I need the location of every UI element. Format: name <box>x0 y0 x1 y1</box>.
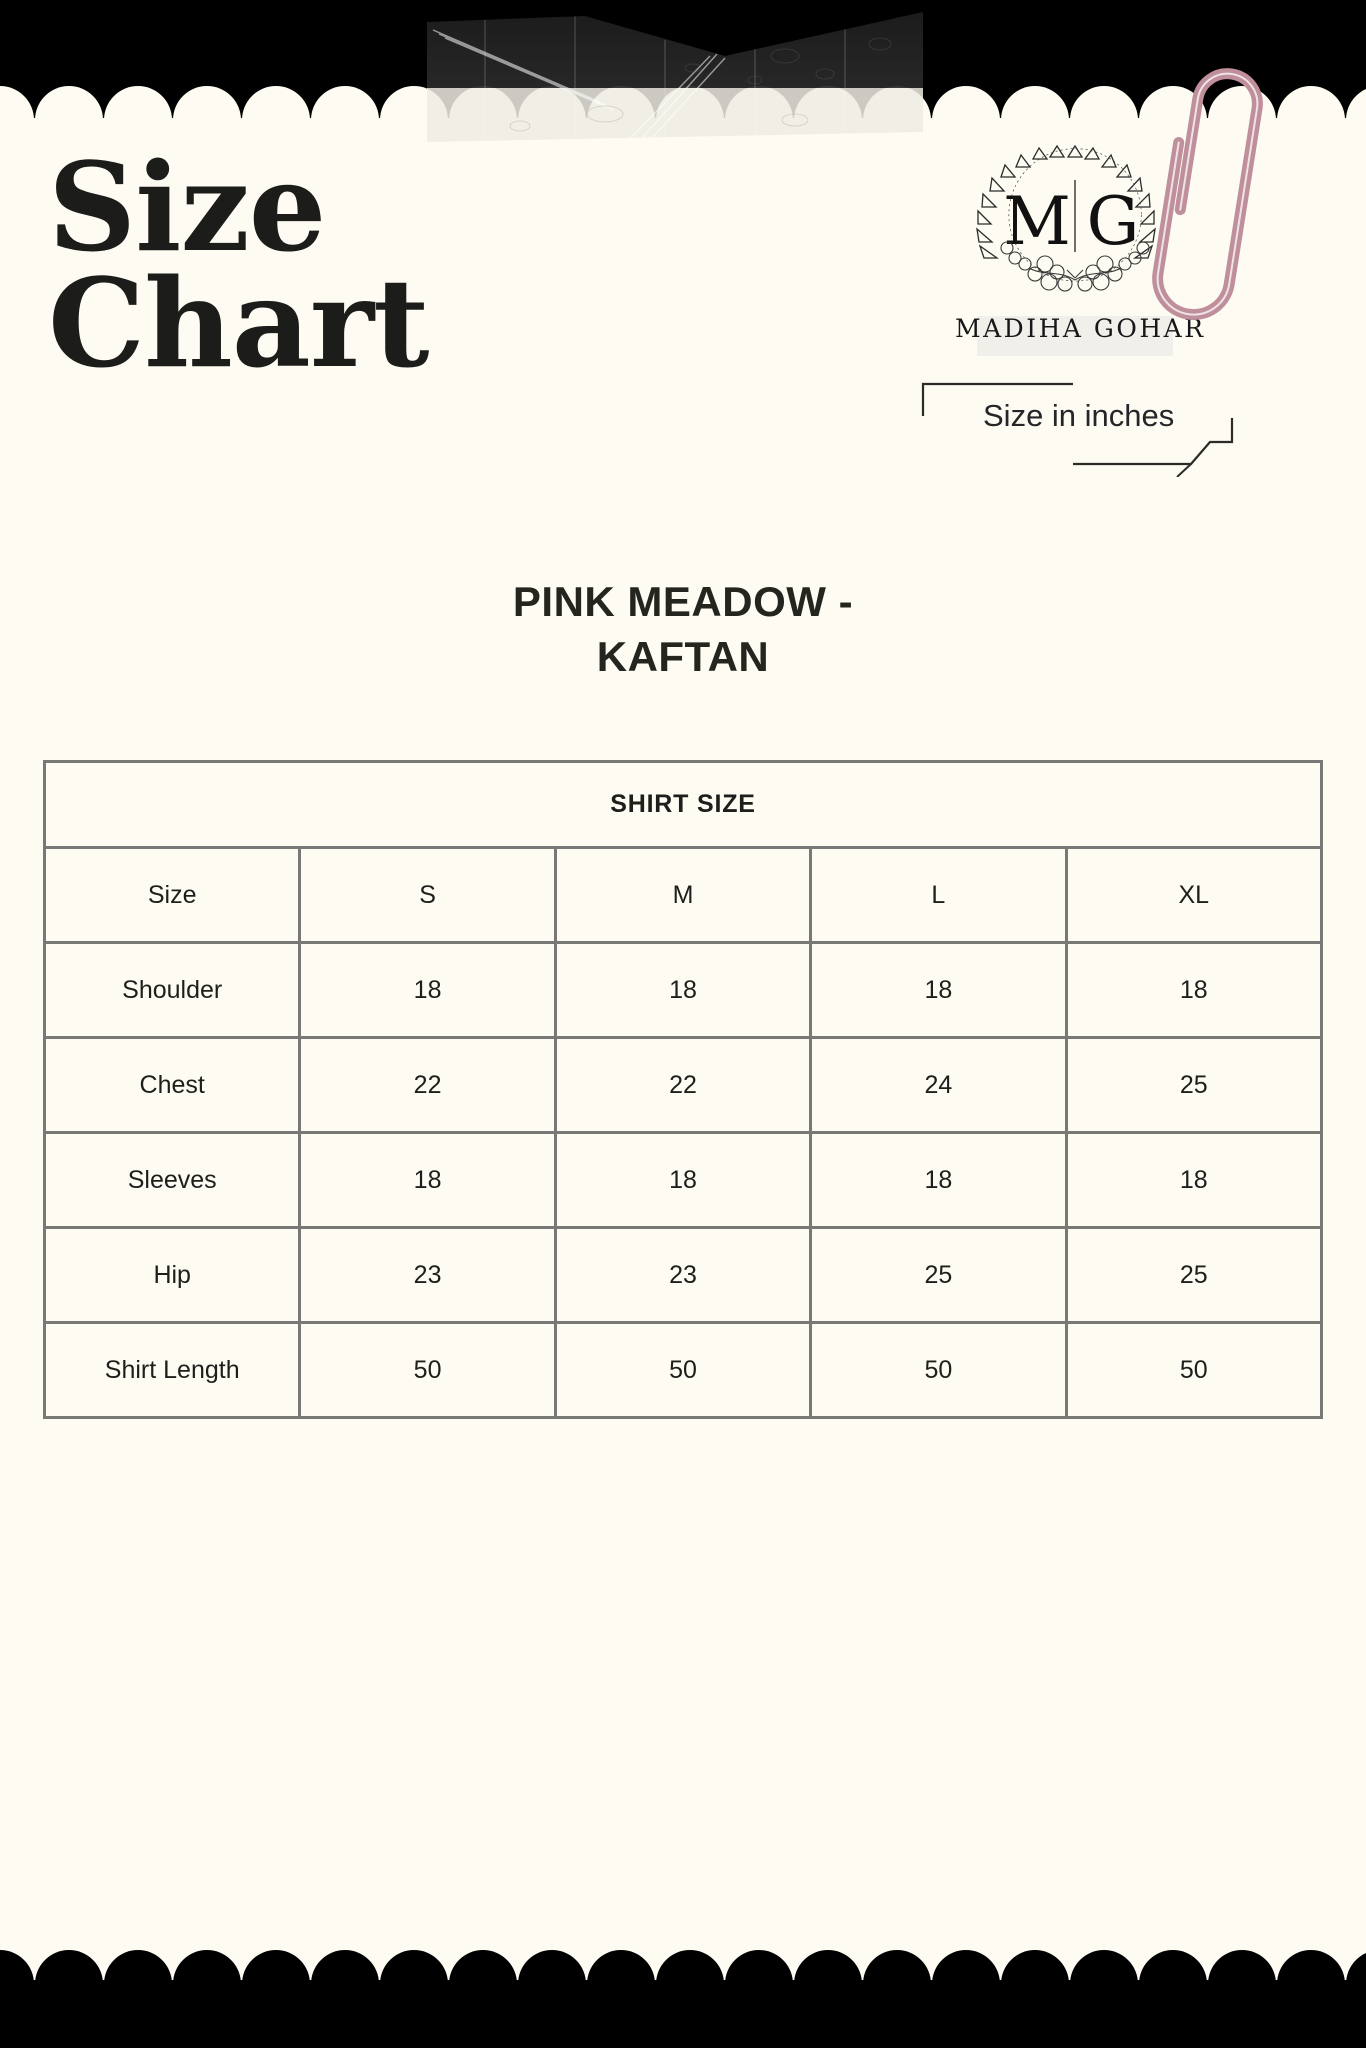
table-row <box>45 1228 1322 1323</box>
page-title-line-2: Chart <box>48 250 429 395</box>
table-section-header: SHIRT SIZE <box>45 762 1322 848</box>
column-header-s: S <box>300 848 555 943</box>
cell-value: 22 <box>555 1038 810 1133</box>
cell-value: 18 <box>1066 1133 1321 1228</box>
cell-value: 18 <box>555 943 810 1038</box>
column-header-size: Size <box>45 848 300 943</box>
monogram-letter-m: M <box>1003 183 1071 260</box>
size-chart-table <box>43 760 1323 1419</box>
cell-value: 50 <box>300 1323 555 1418</box>
table-section-header-row <box>45 762 1322 848</box>
cell-value: 22 <box>300 1038 555 1133</box>
cell-value: 25 <box>1066 1228 1321 1323</box>
row-label: Hip <box>45 1228 300 1323</box>
column-header-xl: XL <box>1066 848 1321 943</box>
column-header-l: L <box>811 848 1066 943</box>
row-label: Shirt Length <box>45 1323 300 1418</box>
row-label: Sleeves <box>45 1133 300 1228</box>
row-label: Shoulder <box>45 943 300 1038</box>
cell-value: 50 <box>811 1323 1066 1418</box>
paperclip-icon <box>1128 18 1308 328</box>
cell-value: 18 <box>555 1133 810 1228</box>
table-column-header-row <box>45 848 1322 943</box>
product-title-line-1: PINK MEADOW - <box>512 578 854 625</box>
page-title-line-1: Size <box>48 135 326 279</box>
page-title <box>48 135 608 395</box>
table-row <box>45 1133 1322 1228</box>
cell-value: 18 <box>1066 943 1321 1038</box>
cell-value: 50 <box>555 1323 810 1418</box>
product-title-line-2: KAFTAN <box>596 632 770 680</box>
scallop-bottom-bumps <box>0 1928 1366 1984</box>
cell-value: 18 <box>300 943 555 1038</box>
unit-note-label: Size in inches <box>983 398 1175 433</box>
cell-value: 25 <box>811 1228 1066 1323</box>
monogram-letter-g: G <box>1086 183 1140 260</box>
cell-value: 18 <box>811 943 1066 1038</box>
cell-value: 24 <box>811 1038 1066 1133</box>
unit-note <box>905 372 1250 477</box>
table-row <box>45 943 1322 1038</box>
brand-name-text: MADIHA GOHAR <box>955 314 1206 343</box>
size-chart-table-wrapper <box>43 760 1323 1419</box>
table-row <box>45 1038 1322 1133</box>
cell-value: 50 <box>1066 1323 1321 1418</box>
cell-value: 18 <box>811 1133 1066 1228</box>
row-label: Chest <box>45 1038 300 1133</box>
cell-value: 25 <box>1066 1038 1321 1133</box>
product-title <box>333 575 1033 684</box>
table-row <box>45 1323 1322 1418</box>
cell-value: 23 <box>555 1228 810 1323</box>
column-header-m: M <box>555 848 810 943</box>
cell-value: 18 <box>300 1133 555 1228</box>
cell-value: 23 <box>300 1228 555 1323</box>
